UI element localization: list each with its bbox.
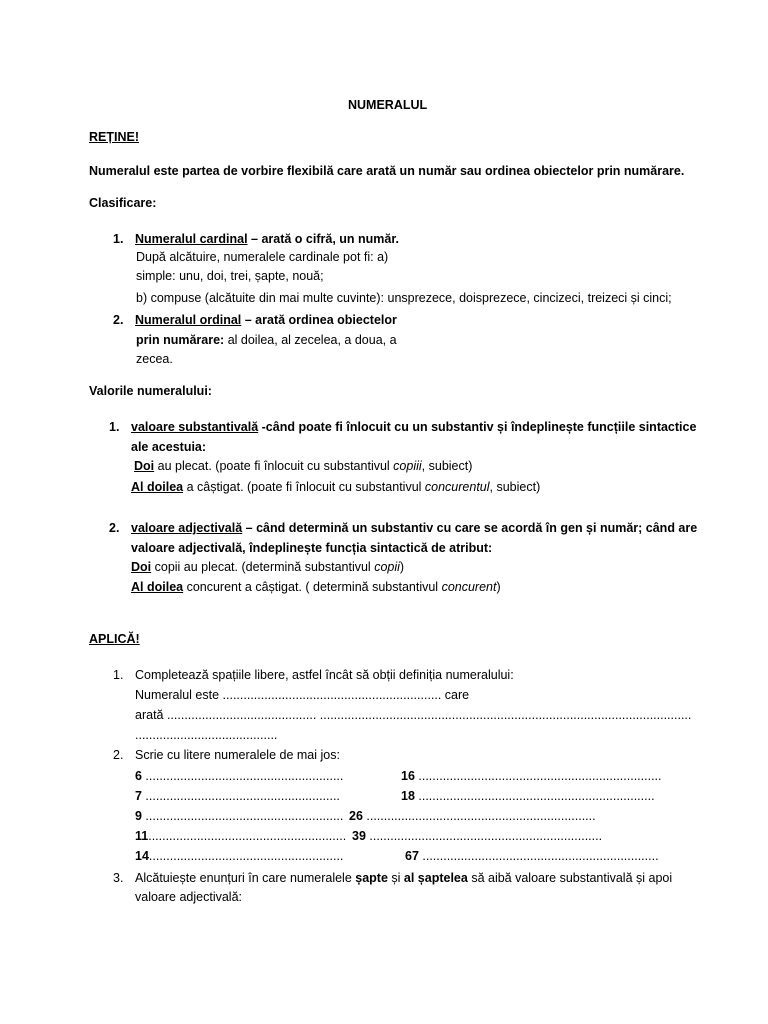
- text-line: [136, 333, 397, 347]
- example-word: Al doilea: [131, 580, 184, 594]
- term-description: – când determină un substantiv cu care se acordă în gen și număr; când are: [242, 521, 698, 535]
- dots: ...................................................................: [365, 829, 603, 843]
- numeral-fill-row[interactable]: [135, 789, 340, 803]
- term: valoare adjectivală: [131, 521, 243, 535]
- numeral: 11: [135, 829, 149, 843]
- text-line: zecea.: [136, 352, 173, 366]
- term: Numeralul ordinal: [135, 313, 242, 327]
- example-word: Al doilea: [131, 480, 184, 494]
- numeral: 7: [135, 789, 142, 803]
- dots: .........................................................: [141, 809, 344, 823]
- plain-text: a câștigat. (poate fi înlocuit cu substantivul: [183, 480, 425, 494]
- numeral: 18: [401, 789, 415, 803]
- numeral: 67: [405, 849, 419, 863]
- example-line: [131, 480, 540, 494]
- numeral: 39: [352, 829, 366, 843]
- dots: ....................................................................: [414, 789, 655, 803]
- text-line: valoare adjectivală:: [135, 890, 243, 904]
- plain-text: ): [399, 560, 405, 574]
- list-number: 1.: [113, 232, 124, 246]
- list-number: 2.: [109, 521, 120, 535]
- numeral: 26: [349, 809, 363, 823]
- numeral-fill-row[interactable]: [405, 849, 659, 863]
- italic-text: concurent: [441, 580, 497, 594]
- plain-text: Alcătuiește enunțuri în care numeralele: [135, 871, 356, 885]
- example-line: [134, 459, 472, 473]
- list-number: 1.: [109, 420, 120, 434]
- text-line: După alcătuire, numeralele cardinale pot fi: a): [136, 250, 389, 264]
- bold-text: al șaptelea: [403, 871, 468, 885]
- text-line: b) compuse (alcătuite din mai multe cuvinte): unsprezece, doisprezece, cincizeci, treizeci și cinci;: [136, 291, 672, 305]
- list-number: 2.: [113, 748, 124, 762]
- numeral: 16: [401, 769, 415, 783]
- dots: .........................................................: [141, 769, 344, 783]
- text-line: ale acestuia:: [131, 440, 207, 454]
- retine-heading: REȚINE!: [89, 130, 139, 144]
- numeral: 6: [135, 769, 142, 783]
- plain-text: , subiect): [421, 459, 473, 473]
- plain-text: au plecat. (poate fi înlocuit cu substantivul: [154, 459, 394, 473]
- text-line: simple: unu, doi, trei, șapte, nouă;: [136, 269, 324, 283]
- term-description: – arată ordinea obiectelor: [241, 313, 397, 327]
- example-word: Doi: [134, 459, 155, 473]
- plain-text: , subiect): [489, 480, 541, 494]
- numeral: 9: [135, 809, 142, 823]
- plain-text: și: [387, 871, 404, 885]
- plain-text: al doilea, al zecelea, a doua, a: [224, 333, 397, 347]
- italic-text: copiii: [393, 459, 422, 473]
- example-line: [131, 560, 404, 574]
- list-number: 1.: [113, 668, 124, 682]
- term-description: -când poate fi înlocuit cu un substantiv și îndeplinește funcțiile sintactice: [258, 420, 697, 434]
- exercise-instruction: Scrie cu litere numeralele de mai jos:: [135, 748, 340, 762]
- numeral-fill-row[interactable]: [135, 769, 343, 783]
- clasificare-heading: Clasificare:: [89, 196, 157, 210]
- numeral-fill-row[interactable]: [135, 829, 346, 843]
- italic-text: concurentul: [424, 480, 490, 494]
- example-word: Doi: [131, 560, 152, 574]
- text-line: valoare adjectivală, îndeplinește funcția sintactică de atribut:: [131, 541, 493, 555]
- list-number: 3.: [113, 871, 124, 885]
- dots: ......................................................................: [414, 769, 662, 783]
- list-item-ordinal: [135, 313, 397, 327]
- list-item-cardinal: [135, 232, 399, 246]
- example-line: [131, 580, 501, 594]
- dots: ........................................................: [148, 849, 344, 863]
- list-number: 2.: [113, 313, 124, 327]
- numeral-fill-row[interactable]: [401, 789, 655, 803]
- dots: ..................................................................: [362, 809, 596, 823]
- plain-text: copii au plecat. (determină substantivul: [151, 560, 375, 574]
- plain-text: concurent a câștigat. ( determină substantivul: [183, 580, 442, 594]
- term: valoare substantivală: [131, 420, 259, 434]
- list-item-substantivala: [131, 420, 696, 434]
- numeral-fill-row[interactable]: [135, 849, 343, 863]
- numeral-fill-row[interactable]: [349, 809, 596, 823]
- fill-in-line[interactable]: .........................................: [135, 728, 278, 742]
- numeral-fill-row[interactable]: [352, 829, 602, 843]
- aplica-heading: APLICĂ!: [89, 632, 140, 646]
- italic-text: copii: [374, 560, 400, 574]
- fill-in-line[interactable]: arată ........................................... ...........................................................................................................: [135, 708, 692, 722]
- exercise-instruction: Completează spațiile libere, astfel încât să obții definiția numeralului:: [135, 668, 514, 682]
- term: Numeralul cardinal: [135, 232, 248, 246]
- page-title: NUMERALUL: [348, 98, 428, 112]
- numeral: 14: [135, 849, 149, 863]
- numeral-fill-row[interactable]: [401, 769, 661, 783]
- list-item-adjectivala: [131, 521, 697, 535]
- dots: .........................................................: [148, 829, 347, 843]
- valori-heading: Valorile numeralului:: [89, 384, 212, 398]
- bold-text: prin numărare:: [136, 333, 225, 347]
- plain-text: ): [496, 580, 501, 594]
- term-description: – arată o cifră, un număr.: [247, 232, 399, 246]
- exercise-instruction: [135, 871, 672, 885]
- dots: ........................................................: [141, 789, 340, 803]
- dots: ....................................................................: [418, 849, 659, 863]
- definition: Numeralul este partea de vorbire flexibilă care arată un număr sau ordinea obiectelor prin numărare.: [89, 164, 685, 178]
- bold-text: șapte: [355, 871, 388, 885]
- numeral-fill-row[interactable]: [135, 809, 343, 823]
- fill-in-line[interactable]: Numeralul este ............................................................... care: [135, 688, 470, 702]
- plain-text: să aibă valoare substantivală și apoi: [467, 871, 673, 885]
